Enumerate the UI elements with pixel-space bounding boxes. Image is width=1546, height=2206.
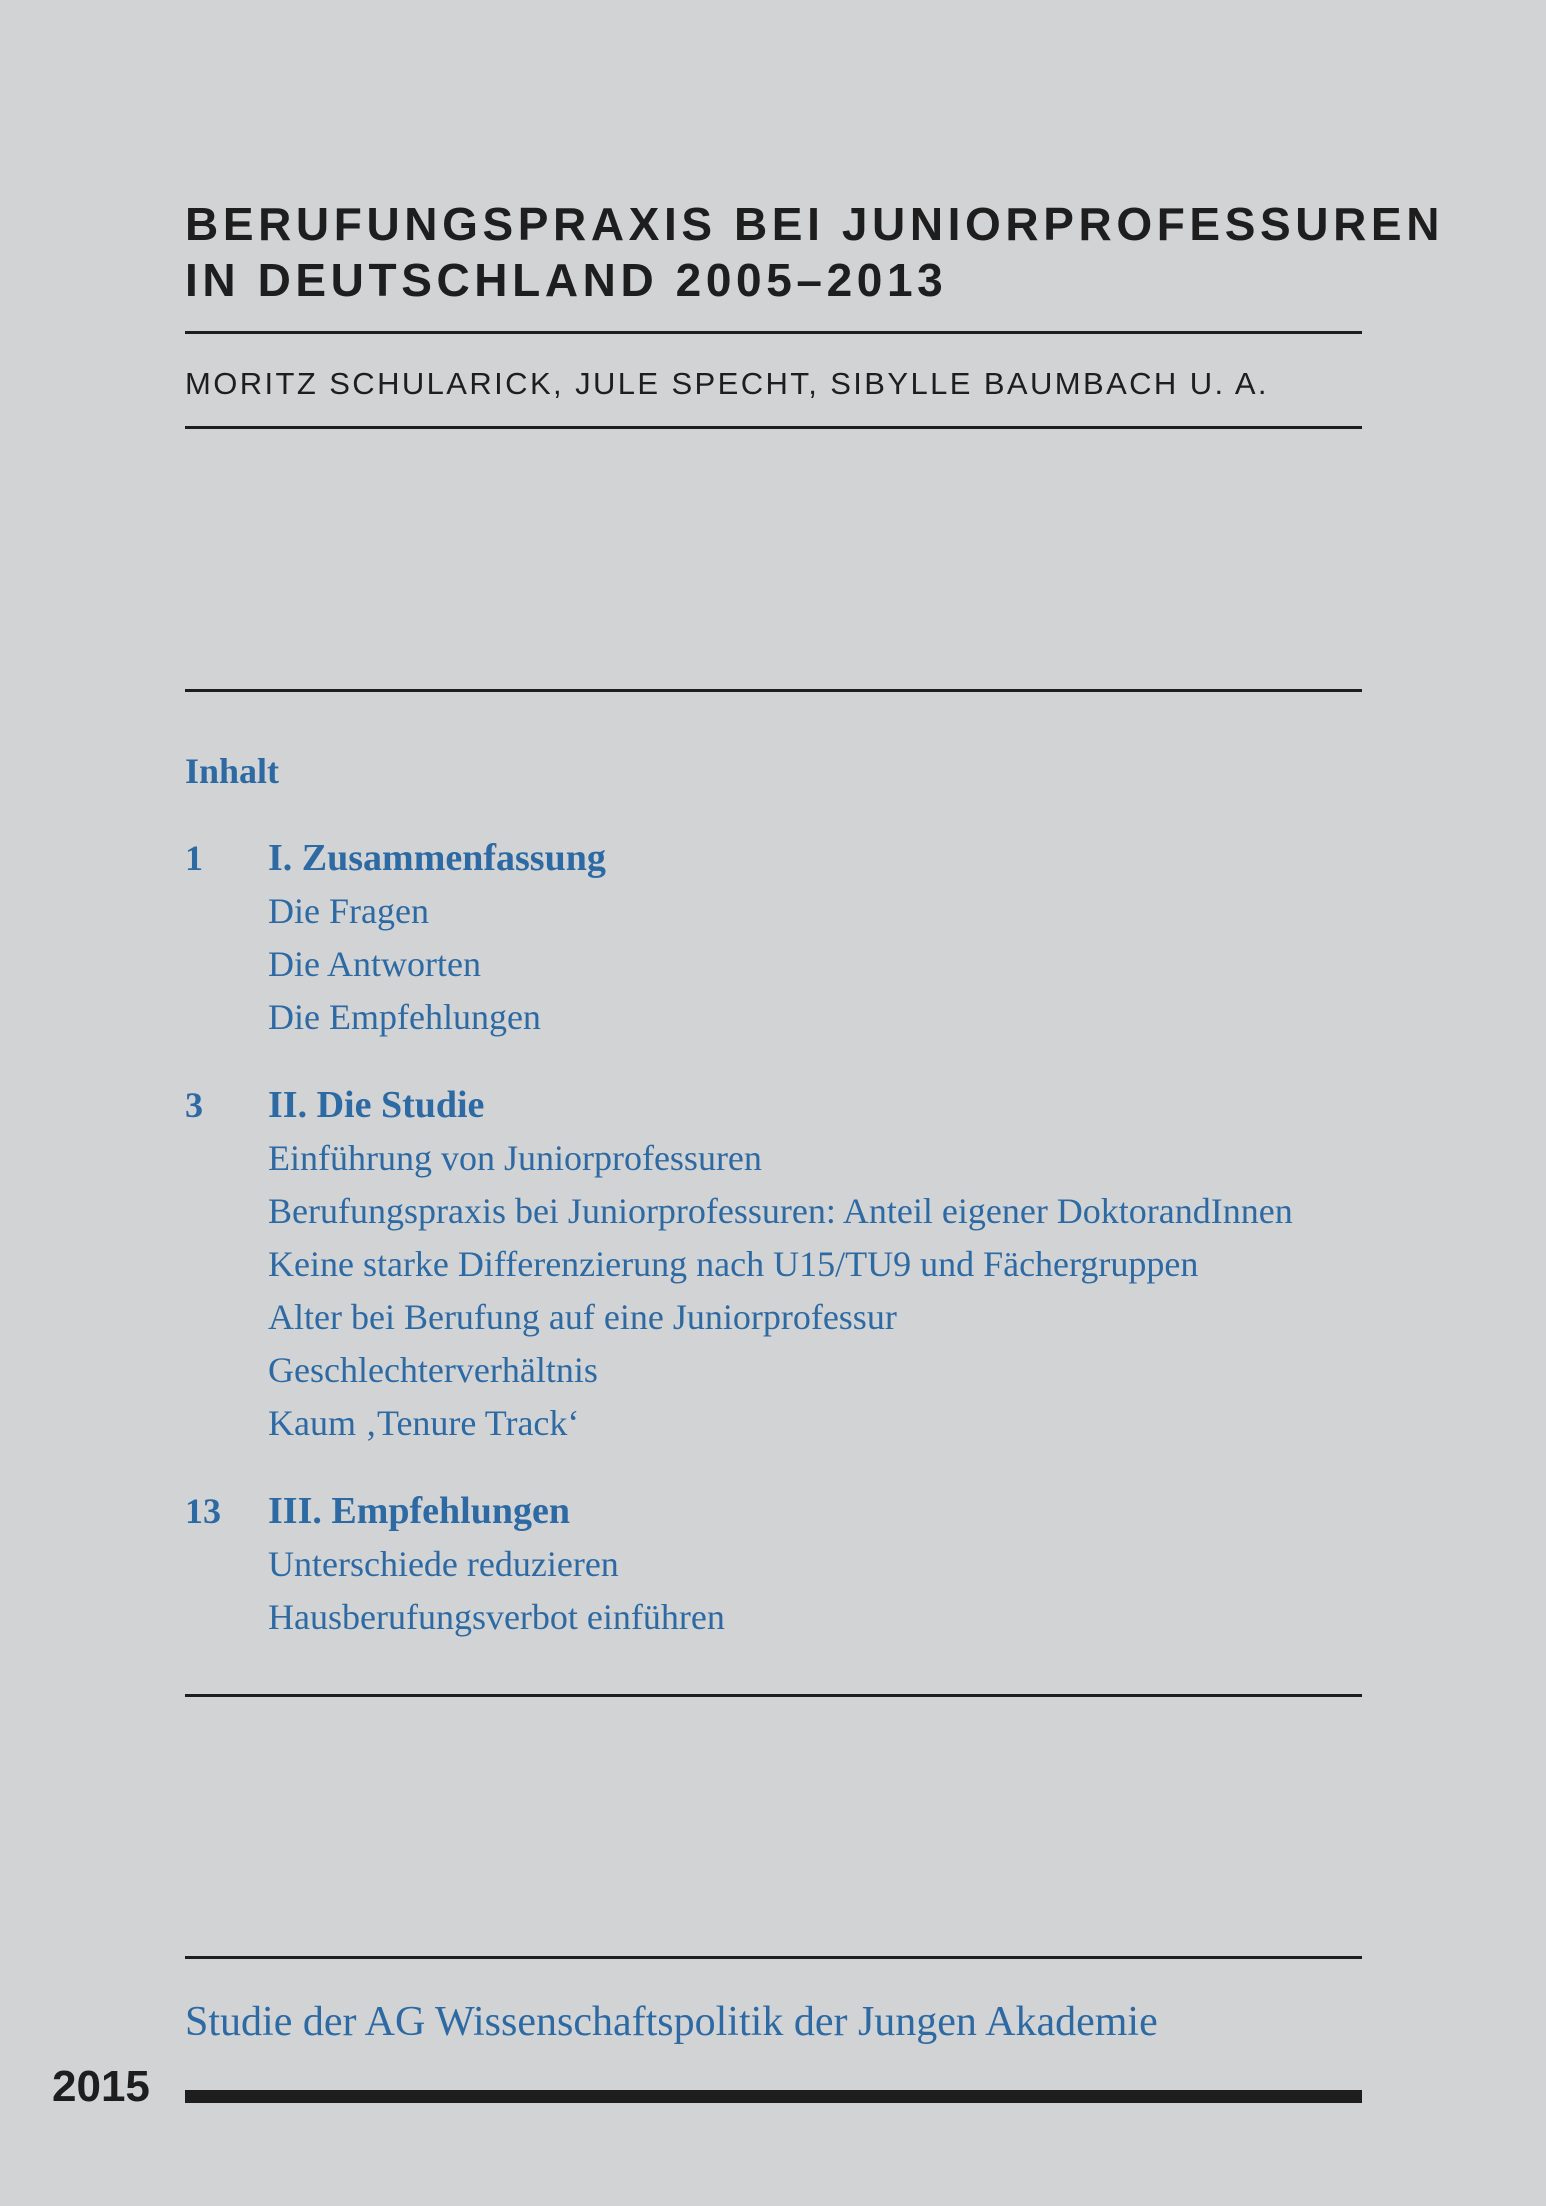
toc-subitem-list xyxy=(268,1132,1385,1450)
publisher-line: Studie der AG Wissenschaftspolitik der Jungen Akademie xyxy=(185,1999,1158,2045)
title-line-1: BERUFUNGSPRAXIS BEI JUNIORPROFESSUREN xyxy=(185,198,1445,250)
publication-year: 2015 xyxy=(52,2062,150,2111)
toc-section-header xyxy=(185,1484,1385,1538)
title-line-2: IN DEUTSCHLAND 2005–2013 xyxy=(185,254,948,306)
divider-under-authors xyxy=(185,426,1362,429)
toc-subitem: Kaum ‚Tenure Track‘ xyxy=(268,1403,580,1443)
toc-section-header xyxy=(185,831,1385,885)
toc-subitem: Einführung von Juniorprofessuren xyxy=(268,1138,762,1178)
toc-subitem: Geschlechterverhältnis xyxy=(268,1350,598,1390)
toc-section-1 xyxy=(185,831,1385,1044)
toc-page-number: 3 xyxy=(185,1085,203,1125)
toc-section-2 xyxy=(185,1078,1385,1450)
toc-subitem: Hausberufungsverbot einführen xyxy=(268,1597,725,1637)
toc-subitem: Unterschiede reduzieren xyxy=(268,1544,619,1584)
toc-subitem: Keine starke Differenzierung nach U15/TU9 und Fächergruppen xyxy=(268,1244,1199,1284)
toc-subitem: Die Antworten xyxy=(268,944,481,984)
authors: MORITZ SCHULARICK, JULE SPECHT, SIBYLLE BAUMBACH U. A. xyxy=(185,366,1269,401)
toc-section-header xyxy=(185,1078,1385,1132)
toc-heading: Inhalt xyxy=(185,751,280,791)
divider-under-title xyxy=(185,331,1362,334)
footer-bar xyxy=(185,2090,1362,2103)
toc-section-title: II. Die Studie xyxy=(268,1084,485,1126)
toc-page-number: 1 xyxy=(185,838,203,878)
toc-subitem: Die Fragen xyxy=(268,891,429,931)
document-title xyxy=(185,196,1445,308)
toc-subitem: Alter bei Berufung auf eine Juniorprofessur xyxy=(268,1297,897,1337)
divider-above-toc xyxy=(185,689,1362,692)
toc-subitem-list xyxy=(268,1538,1385,1644)
toc-subitem: Berufungspraxis bei Juniorprofessuren: Anteil eigener DoktorandInnen xyxy=(268,1191,1293,1231)
toc-section-3 xyxy=(185,1484,1385,1644)
toc-subitem-list xyxy=(268,885,1385,1044)
toc-section-title: I. Zusammenfassung xyxy=(268,837,606,879)
toc-page-number: 13 xyxy=(185,1491,221,1531)
divider-below-toc xyxy=(185,1694,1362,1697)
divider-above-footer xyxy=(185,1956,1362,1959)
toc-section-title: III. Empfehlungen xyxy=(268,1490,570,1532)
toc-subitem: Die Empfehlungen xyxy=(268,997,541,1037)
